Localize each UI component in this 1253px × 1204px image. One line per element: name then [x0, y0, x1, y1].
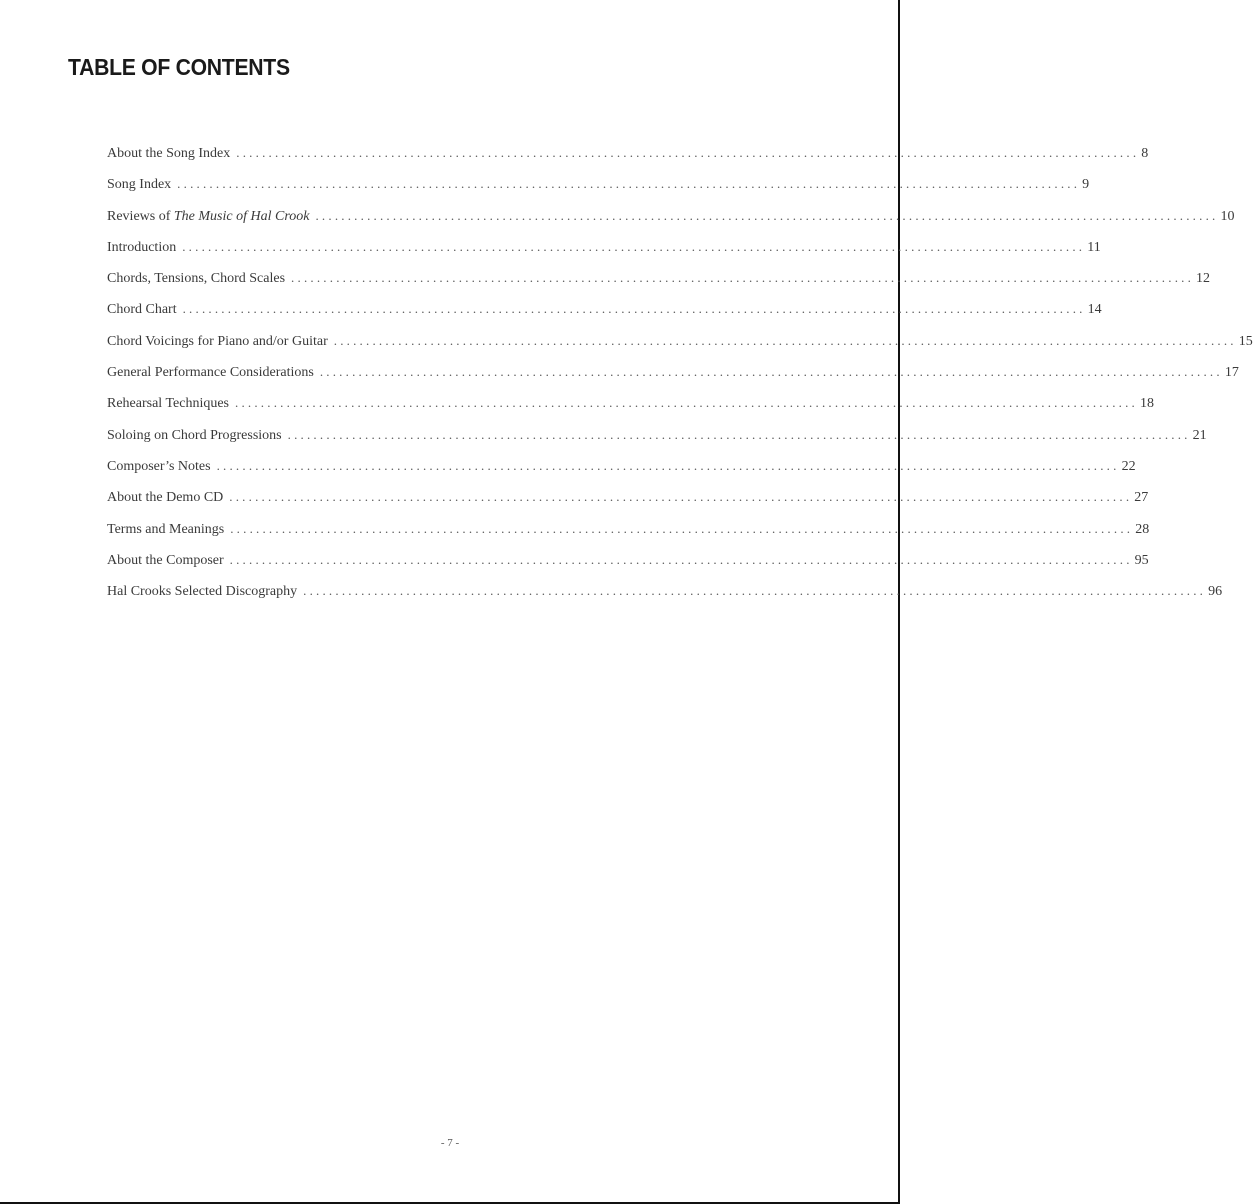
toc-entry-page: 95 — [1134, 552, 1149, 568]
toc-entry — [107, 207, 1235, 239]
toc-entry-label: About the Song Index — [107, 146, 231, 161]
toc-entry-label: General Performance Considerations — [107, 365, 314, 381]
toc-entry — [107, 457, 1136, 489]
toc-leader-dots: ............................................................................................................................................ — [333, 332, 1237, 348]
toc-leader-dots: ............................................................................................................................................ — [229, 551, 1133, 567]
toc-entry-label: Chord Chart — [107, 302, 177, 318]
toc-entry — [107, 551, 1149, 583]
toc-leader-dots: ............................................................................................................................................ — [229, 489, 1133, 505]
toc-entry-label: Chord Voicings for Piano and/or Guitar — [107, 333, 328, 349]
toc-entry — [107, 426, 1207, 458]
toc-entry — [107, 364, 1239, 395]
toc-entry-label: Introduction — [107, 239, 177, 255]
toc-entry-page: 21 — [1192, 427, 1207, 443]
toc-entry-page: 8 — [1141, 146, 1149, 161]
toc-entry-page: 9 — [1082, 177, 1090, 193]
toc-leader-dots: ............................................................................................................................................ — [216, 457, 1120, 473]
toc-entry — [107, 238, 1101, 270]
toc-leader-dots: ............................................................................................................................................ — [235, 395, 1138, 411]
toc-entry-label: Song Index — [107, 177, 172, 193]
toc-entry — [107, 332, 1253, 364]
toc-entry-page: 18 — [1140, 396, 1154, 412]
toc-entry-page: 15 — [1238, 333, 1253, 349]
toc-entry — [107, 176, 1090, 207]
toc-entry — [107, 583, 1223, 614]
toc-entry — [107, 489, 1149, 520]
toc-entry-page: 96 — [1208, 584, 1223, 600]
toc-entry — [107, 270, 1211, 301]
toc-entry-label — [107, 209, 315, 225]
toc-entry-label: Soloing on Chord Progressions — [107, 427, 282, 443]
toc-entry-page: 22 — [1121, 458, 1136, 474]
toc-entry-page: 14 — [1087, 302, 1102, 318]
toc-entry-page: 11 — [1087, 239, 1101, 255]
page-title: TABLE OF CONTENTS — [68, 54, 290, 80]
toc-entry — [107, 301, 1102, 332]
toc-entry-label: About the Demo CD — [107, 490, 224, 506]
toc-entry-page: 10 — [1220, 208, 1235, 224]
toc-leader-dots: ............................................................................................................................................ — [230, 520, 1134, 536]
toc-entry-page: 12 — [1196, 271, 1211, 287]
toc-entry-page: 17 — [1224, 365, 1239, 381]
toc-entry-label: Composer’s Notes — [107, 458, 211, 474]
toc-entry-label-italic: The Music of Hal Crook — [173, 208, 310, 224]
toc-entry-label: About the Composer — [107, 552, 224, 568]
toc-leader-dots: ............................................................................................................................................ — [177, 176, 1081, 192]
toc-leader-dots: ............................................................................................................................................ — [182, 301, 1086, 317]
toc-entry — [107, 395, 1154, 426]
toc-entry-page: 27 — [1134, 490, 1149, 506]
toc-entry-page: 28 — [1135, 521, 1150, 537]
toc-entry-label-prefix: Reviews of — [107, 208, 174, 224]
toc-entry-label: Chords, Tensions, Chord Scales — [107, 271, 286, 287]
toc-entry — [107, 145, 1149, 176]
toc-entry-label: Terms and Meanings — [107, 521, 225, 537]
toc-leader-dots: ............................................................................................................................................ — [319, 364, 1223, 380]
toc-leader-dots: ............................................................................................................................................ — [303, 583, 1207, 599]
toc-leader-dots: ............................................................................................................................................ — [291, 270, 1195, 286]
toc-leader-dots: ............................................................................................................................................ — [287, 426, 1191, 442]
toc-leader-dots: ............................................................................................................................................ — [182, 238, 1086, 254]
toc-leader-dots: ............................................................................................................................................ — [315, 207, 1219, 223]
table-of-contents — [107, 145, 1253, 614]
toc-entry-label: Rehearsal Techniques — [107, 396, 229, 412]
toc-entry — [107, 520, 1150, 552]
page-number: - 7 - — [440, 1137, 460, 1149]
toc-leader-dots: ............................................................................................................................................ — [236, 145, 1140, 160]
toc-entry-label: Hal Crooks Selected Discography — [107, 584, 298, 600]
